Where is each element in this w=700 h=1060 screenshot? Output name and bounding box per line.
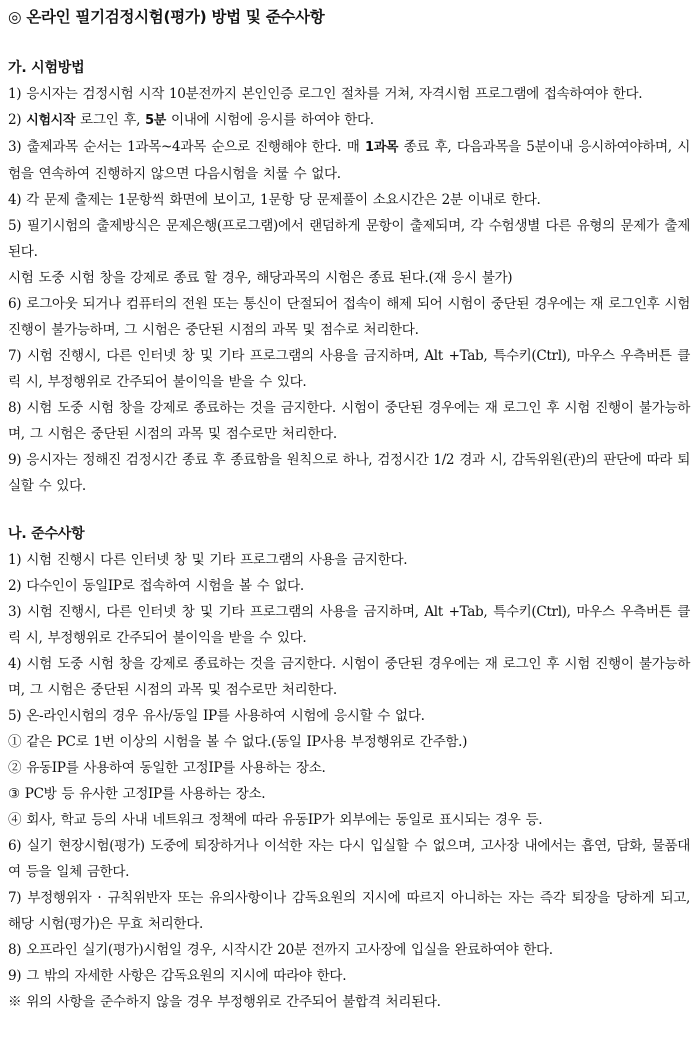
paragraph: 6) 로그아웃 되거나 컴퓨터의 전원 또는 통신이 단절되어 접속이 해제 되어 시험이 중단된 경우에는 재 로그인후 시험 진행이 불가능하며, 그 시험은 중단된 시점의 과목 및 점수로 처리한다. — [8, 296, 690, 338]
paragraph: 3) 시험 진행시, 다른 인터넷 창 및 기타 프로그램의 사용을 금지하며, Alt +Tab, 특수키(Ctrl), 마우스 우측버튼 클릭 시, 부정행위로 간주되어 불이익을 받을 수 있다. — [8, 604, 690, 646]
paragraph: 4) 시험 도중 시험 창을 강제로 종료하는 것을 금지한다. 시험이 중단된 경우에는 재 로그인 후 시험 진행이 불가능하며, 그 시험은 중단된 시점의 과목 및 점수로만 처리한다. — [8, 656, 690, 698]
item-number: 2) — [8, 112, 27, 128]
paragraph: 8) 시험 도중 시험 창을 강제로 종료하는 것을 금지한다. 시험이 중단된 경우에는 재 로그인 후 시험 진행이 불가능하며, 그 시험은 중단된 시점의 과목 및 점수로만 처리한다. — [8, 400, 690, 442]
paragraph: 1) 시험 진행시 다른 인터넷 창 및 기타 프로그램의 사용을 금지한다. — [8, 552, 408, 568]
text: 이내에 시험에 응시를 하여야 한다. — [166, 112, 374, 128]
sub-item: ③ PC방 등 유사한 고정IP를 사용하는 장소. — [8, 786, 266, 802]
emphasis-text: 5분 — [145, 113, 166, 128]
text: 종료 후, 다음과목을 5분이내 응시하여야하며, 시험을 연속하여 진행하지 않으면 다음시험을 치룰 수 없다. — [8, 139, 691, 182]
emphasis-text: 시험시작 — [26, 113, 76, 128]
paragraph: 8) 오프라인 실기(평가)시험일 경우, 시작시간 20분 전까지 고사장에 입실을 완료하여야 한다. — [8, 942, 553, 958]
paragraph: 시험 도중 시험 창을 강제로 종료 할 경우, 해당과목의 시험은 종료 된다.(재 응시 불가) — [8, 270, 513, 286]
paragraph: 9) 응시자는 정해진 검정시간 종료 후 종료함을 원칙으로 하나, 검정시간 1/2 경과 시, 감독위원(관)의 판단에 따라 퇴실할 수 있다. — [8, 452, 690, 494]
warning-note: ※ 위의 사항을 준수하지 않을 경우 부정행위로 간주되어 불합격 처리된다. — [8, 994, 441, 1010]
paragraph: 2) 다수인이 동일IP로 접속하여 시험을 볼 수 없다. — [8, 578, 304, 594]
paragraph: 5) 필기시험의 출제방식은 문제은행(프로그램)에서 랜덤하게 문항이 출제되며, 각 수험생별 다른 유형의 문제가 출제된다. — [8, 218, 690, 260]
paragraph — [8, 107, 690, 134]
page-title: ◎ 온라인 필기검정시험(평가) 방법 및 준수사항 — [8, 8, 325, 26]
paragraph: 7) 부정행위자 · 규칙위반자 또는 유의사항이나 감독요원의 지시에 따르지 아니하는 자는 즉각 퇴장을 당하게 되고, 해당 시험(평가)은 무효 처리한다. — [8, 890, 690, 932]
section-exam-method — [8, 55, 690, 499]
paragraph: 9) 그 밖의 자세한 사항은 감독요원의 지시에 따라야 한다. — [8, 968, 347, 984]
paragraph: 5) 온-라인시험의 경우 유사/동일 IP를 사용하여 시험에 응시할 수 없다. — [8, 708, 425, 724]
section-spacer — [8, 499, 690, 521]
sub-item: ① 같은 PC로 1번 이상의 시험을 볼 수 없다.(동일 IP사용 부정행위로 간주함.) — [8, 734, 468, 750]
paragraph: 1) 응시자는 검정시험 시작 10분전까지 본인인증 로그인 절차를 거쳐, 자격시험 프로그램에 접속하여야 한다. — [8, 86, 643, 102]
sub-item: ② 유동IP를 사용하여 동일한 고정IP를 사용하는 장소. — [8, 760, 326, 776]
section-heading: 가. 시험방법 — [8, 60, 85, 76]
section-compliance — [8, 521, 690, 1015]
text: 3) 출제과목 순서는 1과목~4과목 순으로 진행해야 한다. 매 — [8, 139, 365, 155]
section-heading: 나. 준수사항 — [8, 526, 85, 542]
paragraph: 6) 실기 현장시험(평가) 도중에 퇴장하거나 이석한 자는 다시 입실할 수 없으며, 고사장 내에서는 흡연, 담화, 물품대여 등을 일체 금한다. — [8, 838, 690, 880]
paragraph — [8, 134, 690, 187]
sub-item: ④ 회사, 학교 등의 사내 네트워크 정책에 따라 유동IP가 외부에는 동일로 표시되는 경우 등. — [8, 812, 543, 828]
paragraph: 7) 시험 진행시, 다른 인터넷 창 및 기타 프로그램의 사용을 금지하며, Alt +Tab, 특수키(Ctrl), 마우스 우측버튼 클릭 시, 부정행위로 간주되어 불이익을 받을 수 있다. — [8, 348, 690, 390]
text: 로그인 후, — [75, 112, 146, 128]
paragraph: 4) 각 문제 출제는 1문항씩 화면에 보이고, 1문항 당 문제풀이 소요시간은 2분 이내로 한다. — [8, 192, 541, 208]
emphasis-text: 1과목 — [365, 140, 399, 155]
